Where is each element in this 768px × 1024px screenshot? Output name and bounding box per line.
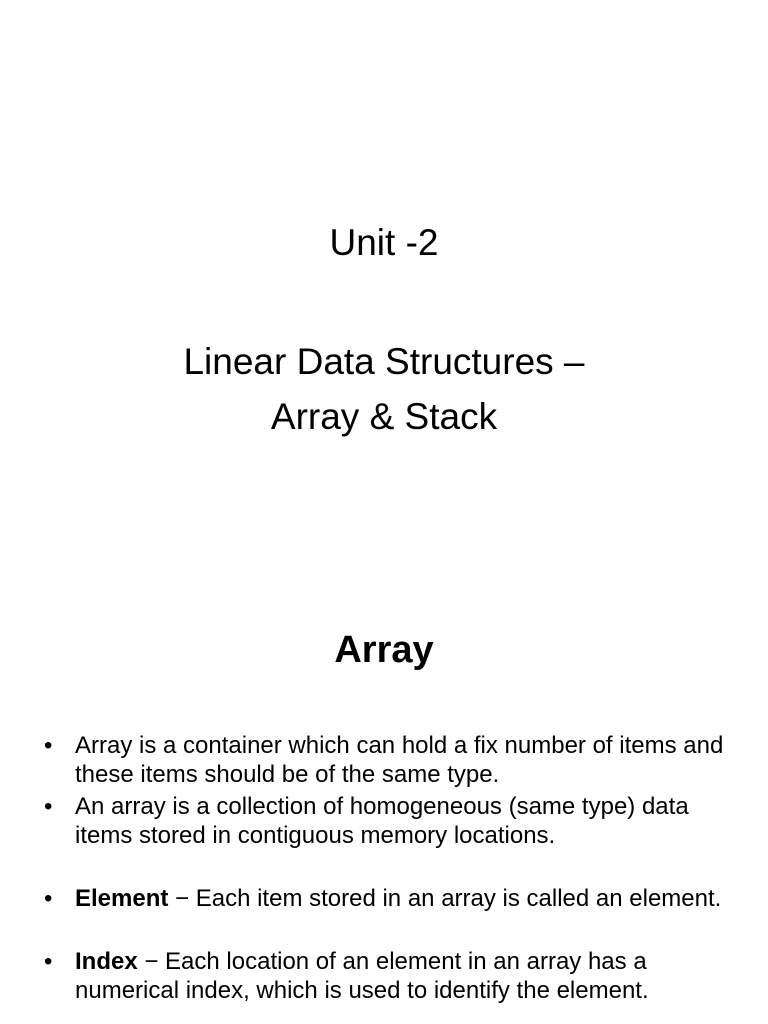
bullet-item-index <box>44 947 744 1005</box>
unit-title: Unit -2 <box>329 222 439 263</box>
bullet-point: • <box>44 885 53 912</box>
bullet-point: • <box>44 732 53 759</box>
bullet-point: • <box>44 948 53 975</box>
slide-heading: Array <box>334 629 434 671</box>
bullet-text: Array is a container which can hold a fix number of items and these items should be of the same type. <box>75 732 724 788</box>
bullet-list <box>44 731 744 1005</box>
bullet-item-element <box>44 884 744 913</box>
term-index: Index <box>75 948 138 975</box>
bullet-text: − Each location of an element in an array has a numerical index, which is used to identify the element. <box>75 948 649 1004</box>
bullet-item-2 <box>44 792 744 850</box>
bullet-text: − Each item stored in an array is called an element. <box>168 885 722 912</box>
topic-title-line-1: Linear Data Structures – <box>183 341 585 382</box>
bullet-item-1 <box>44 731 744 789</box>
topic-title-line-2: Array & Stack <box>270 396 498 437</box>
term-element: Element <box>75 885 169 912</box>
bullet-point: • <box>44 793 53 820</box>
bullet-text: An array is a collection of homogeneous (same type) data items stored in contiguous memory locations. <box>75 793 689 849</box>
array-slide <box>0 576 768 1024</box>
